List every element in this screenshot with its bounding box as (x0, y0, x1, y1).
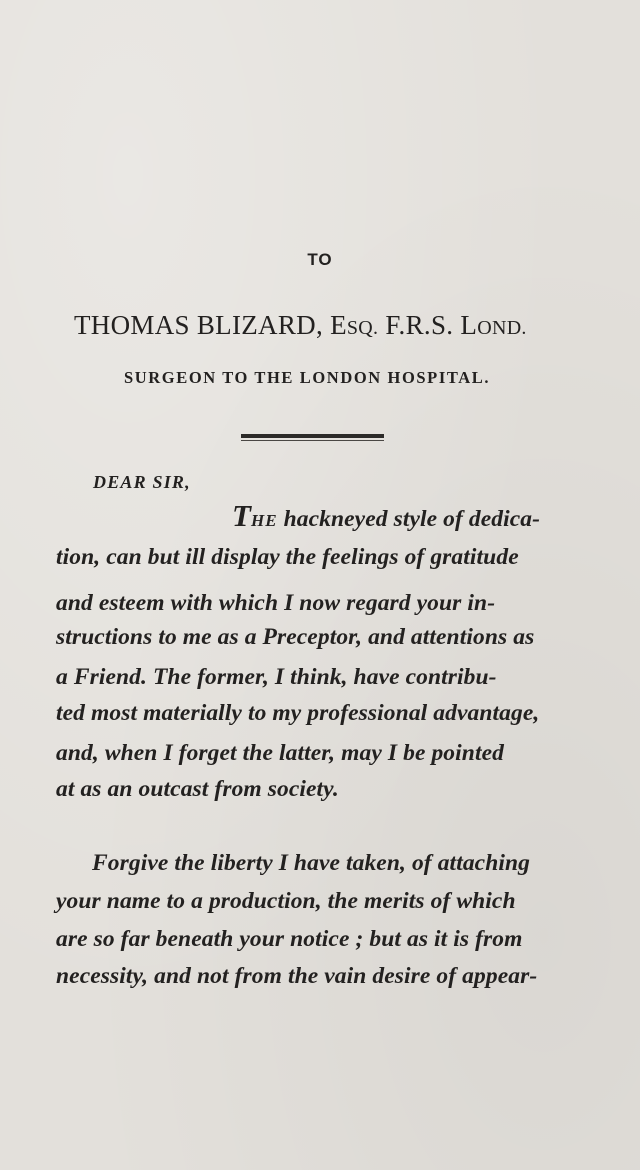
paragraph2-line1: Forgive the liberty I have taken, of attaching (92, 850, 531, 876)
dedicatee-esq: ESQ. (330, 310, 379, 340)
dedication-to: TO (307, 250, 333, 269)
salutation: DEAR SIR, (93, 472, 191, 492)
paragraph1-line3: and esteem with which I now regard your in- (56, 590, 496, 616)
paragraph1-line8: at as an outcast from society. (56, 776, 339, 802)
dedicatee-main-name: THOMAS BLIZARD, (74, 310, 324, 340)
paragraph2-line2: your name to a production, the merits of which (56, 888, 516, 914)
dropcap-letter: T (232, 498, 252, 533)
paragraph1-line6: ted most materially to my professional advantage, (56, 700, 540, 726)
paragraph1-line1: THE hackneyed style of dedica- (232, 498, 541, 533)
paragraph1-line4: structions to me as a Preceptor, and attentions as (56, 624, 535, 650)
dedicatee-lond: LOND. (460, 310, 527, 340)
paragraph1-line7: and, when I forget the latter, may I be pointed (56, 740, 504, 766)
divider-rule (241, 434, 384, 441)
dropcap-rest: HE (251, 511, 278, 530)
dedicatee-title: SURGEON TO THE LONDON HOSPITAL. (124, 368, 491, 387)
dedicatee-name (74, 310, 527, 341)
paragraph2-line3: are so far beneath your notice ; but as it is from (56, 926, 523, 952)
paragraph1-line2: tion, can but ill display the feelings of gratitude (56, 544, 519, 570)
paragraph1-line5: a Friend. The former, I think, have contribu- (56, 664, 497, 690)
dedicatee-frs: F.R.S. (385, 310, 454, 340)
paragraph2-line4: necessity, and not from the vain desire of appear- (56, 963, 538, 989)
